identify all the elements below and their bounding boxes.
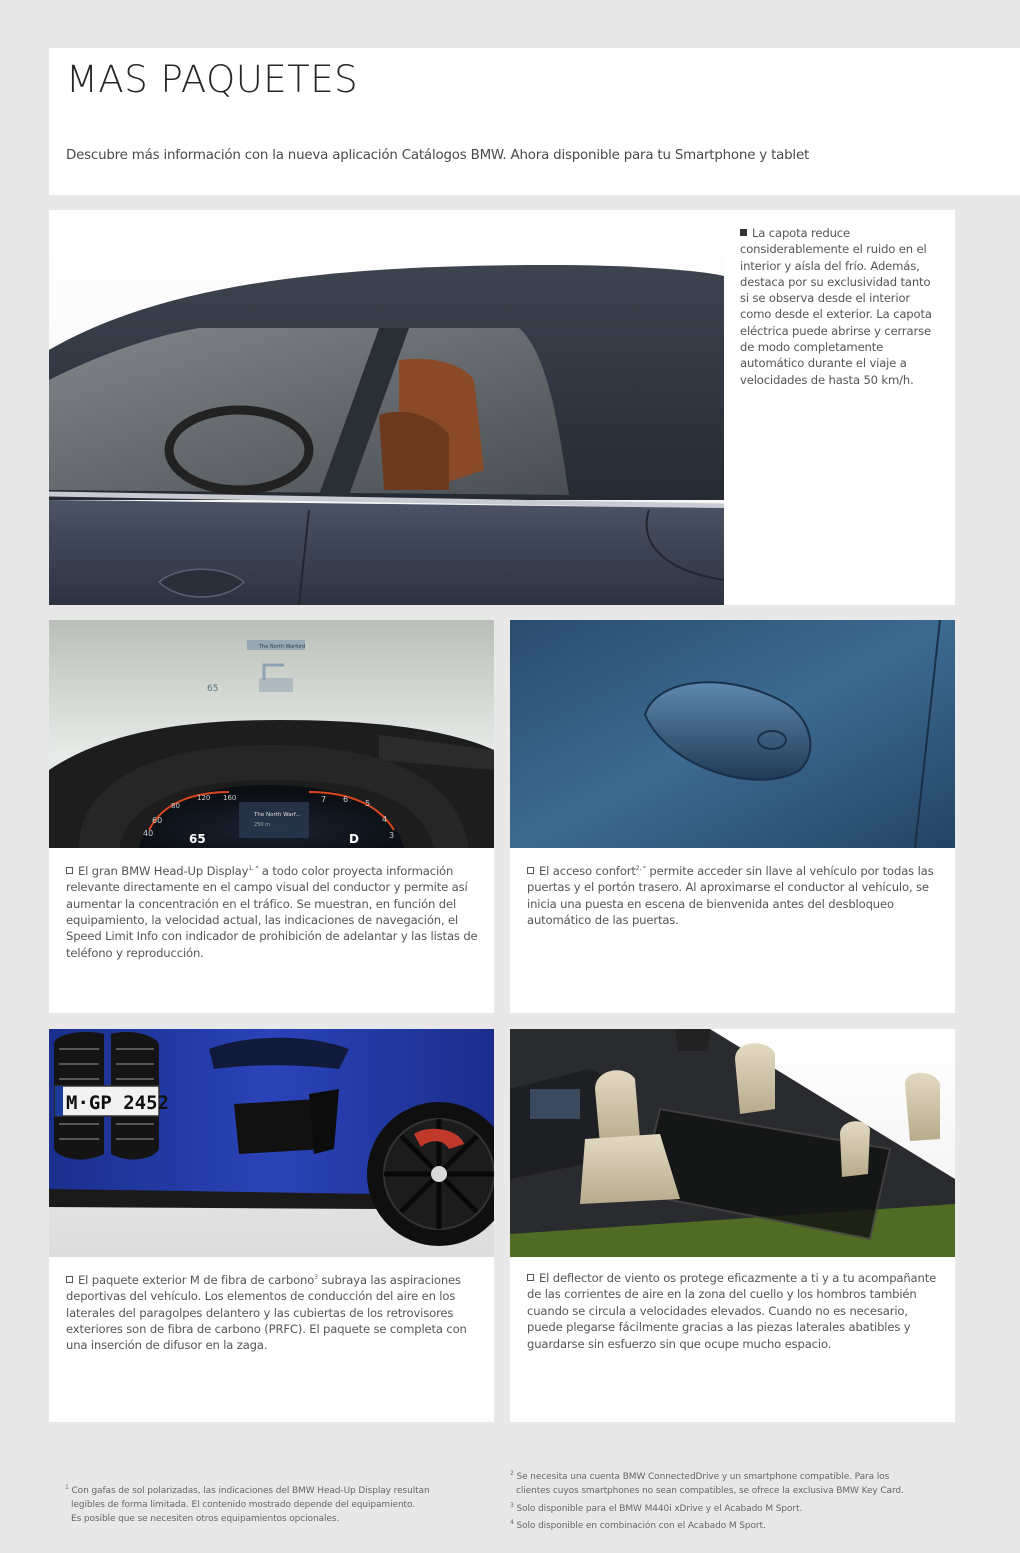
svg-text:80: 80	[171, 802, 180, 810]
card-head-up-display	[49, 620, 494, 1013]
bullet-marker	[527, 1274, 534, 1281]
svg-text:60: 60	[152, 816, 163, 825]
svg-text:6: 6	[343, 795, 349, 804]
bullet-marker	[527, 867, 534, 874]
svg-text:M·GP 2452: M·GP 2452	[66, 1092, 169, 1114]
carbon-package-description: El paquete exterior M de fibra de carbono$^3$ subraya las aspiraciones deportivas del vehículo. Los elementos de conducción del aire en los laterales del paragolpes delantero y las cubiertas de los retrovisores exteriores son de fibra de carbono (PRFC). El paquete se completa con una inserción de difusor en la zaga.	[66, 1272, 467, 1353]
bullet-marker	[66, 867, 73, 874]
svg-text:160: 160	[223, 794, 237, 802]
footnote-line: $^4$ Solo disponible en combinación con el Acabado M Sport.	[510, 1519, 766, 1532]
svg-text:65: 65	[207, 684, 219, 694]
svg-text:The North Warf...: The North Warf...	[254, 812, 301, 818]
card-carbon-package	[49, 1029, 494, 1422]
footnote-line: $^1$ Con gafas de sol polarizadas, las indicaciones del BMW Head-Up Display resultan	[65, 1484, 430, 1496]
head-up-display-description: El gran BMW Head-Up Display$^{1, *}$ a todo color proyecta información relevante directamente en el campo visual del conductor y permite así aumentar la concentración en el tráfico. Se muestran, en función del equipamiento, la velocidad actual, las indicaciones de navegación, el Speed Limit Info con indicador de prohibición de adelantar y las listas de teléfono y reproducción.	[66, 863, 478, 960]
soft-top-image	[49, 210, 724, 605]
carbon-package-image	[49, 1029, 494, 1257]
svg-text:40: 40	[143, 829, 154, 838]
card-comfort-access	[510, 620, 955, 1013]
head-up-display-image	[49, 620, 494, 848]
page-subtitle: Descubre más información con la nueva aplicación Catálogos BMW. Ahora disponible para tu Smartphone y tablet	[66, 148, 810, 163]
footnote-line: clientes cuyos smartphones no sean compatibles, se ofrece la exclusiva BMW Key Card.	[516, 1485, 904, 1496]
svg-text:4: 4	[382, 815, 388, 824]
card-wind-deflector	[510, 1029, 955, 1422]
svg-text:D: D	[349, 832, 359, 846]
svg-text:5: 5	[365, 799, 371, 808]
footnote-line: Es posible que se necesiten otros equipamientos opcionales.	[71, 1513, 340, 1524]
card-soft-top	[49, 210, 955, 605]
comfort-access-image	[510, 620, 955, 848]
footnote-line: legibles de forma limitada. El contenido mostrado depende del equipamiento.	[71, 1499, 415, 1510]
wind-deflector-image	[510, 1029, 955, 1257]
svg-text:120: 120	[197, 794, 211, 802]
page-header	[49, 48, 1020, 195]
footnote-line: $^2$ Se necesita una cuenta BMW ConnectedDrive y un smartphone compatible. Para los	[510, 1470, 890, 1482]
footnotes-right	[510, 1467, 950, 1534]
svg-text:65: 65	[189, 832, 206, 846]
svg-text:3: 3	[389, 831, 395, 840]
svg-text:250 m: 250 m	[254, 822, 271, 828]
bullet-marker	[66, 1276, 73, 1283]
bullet-marker	[740, 229, 747, 236]
svg-text:7: 7	[321, 795, 327, 804]
comfort-access-description: El acceso confort$^{2, *}$ permite acceder sin llave al vehículo por todas las puertas y el portón trasero. Al aproximarse el conductor al vehículo, se inicia una puesta en escena de bienvenida antes del desbloqueo automático de las puertas.	[527, 863, 934, 928]
footnotes-left	[65, 1481, 495, 1526]
page-title: MAS PAQUETES	[66, 58, 359, 101]
wind-deflector-description: El deflector de viento os protege eficazmente a ti y a tu acompañante de las corrientes de aire en la zona del cuello y los hombros también cuando se circula a velocidades elevados. Cuando no es necesario, puede plegarse fácilmente gracias a las piezas laterales abatibles y guardarse sin esfuerzo sin que ocupe mucho espacio.	[527, 1271, 937, 1351]
footnote-line: $^3$ Solo disponible para el BMW M440i xDrive y el Acabado M Sport.	[510, 1501, 803, 1514]
soft-top-description: La capota reduce considerablemente el ruido en el interior y aísla del frío. Además, destaca por su exclusividad tanto si se observa desde el interior como desde el exterior. La capota eléctrica puede abrirse y cerrarse de modo completamente automático durante el viaje a velocidades de hasta 50 km/h.	[740, 226, 932, 387]
svg-text:The North Warford: The North Warford	[259, 644, 306, 650]
